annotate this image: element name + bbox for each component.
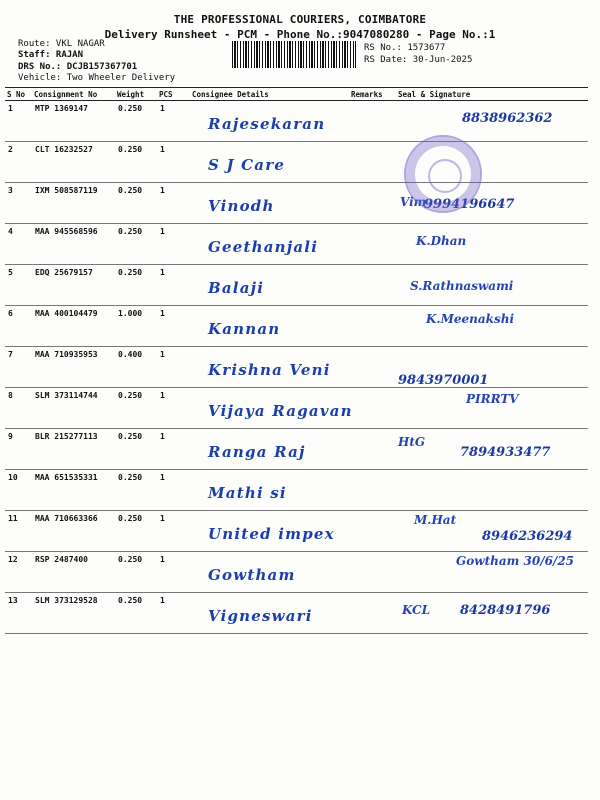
consignee-name: Mathi si [208,484,287,502]
row-pcs: 1 [157,265,190,306]
row-pcs: 1 [157,306,190,347]
drs-field: DRS No.: DCJB157367701 [18,62,138,72]
consignee-name: Vigneswari [208,607,313,625]
row-consignee-details [190,183,349,224]
col-header: Weight [115,88,157,101]
row-remarks [349,552,396,593]
row-sno: 3 [5,183,32,224]
receiver-phone: 9994196647 [424,197,515,212]
row-seal-signature [396,265,588,306]
row-weight: 0.250 [115,142,157,183]
row-weight: 0.250 [115,511,157,552]
row-consignment-no: SLM 373129528 [32,593,115,634]
col-header: Consignment No [32,88,115,101]
signature: M.Hat [414,513,457,527]
row-remarks [349,511,396,552]
receiver-phone: 8428491796 [460,603,551,618]
row-weight: 0.250 [115,552,157,593]
row-consignee-details [190,306,349,347]
consignee-name: Krishna Veni [208,361,331,379]
col-header: PCS [157,88,190,101]
row-pcs: 1 [157,101,190,142]
table-row [5,552,588,593]
col-header: Consignee Details [190,88,349,101]
row-consignment-no: MAA 651535331 [32,470,115,511]
signature: Gowtham 30/6/25 [456,554,575,568]
signature: Vim [400,195,427,209]
row-seal-signature [396,224,588,265]
table-row [5,347,588,388]
row-weight: 1.000 [115,306,157,347]
row-weight: 0.250 [115,224,157,265]
row-pcs: 1 [157,183,190,224]
row-consignee-details [190,470,349,511]
row-pcs: 1 [157,511,190,552]
table-row [5,593,588,634]
row-seal-signature [396,511,588,552]
row-consignment-no: EDQ 25679157 [32,265,115,306]
row-consignment-no: BLR 215277113 [32,429,115,470]
row-sno: 4 [5,224,32,265]
col-header: Seal & Signature [396,88,588,101]
row-consignment-no: RSP 2487400 [32,552,115,593]
signature: K.Dhan [416,234,467,248]
receiver-phone: 9843970001 [398,373,489,388]
row-remarks [349,101,396,142]
row-weight: 0.250 [115,593,157,634]
table-row [5,470,588,511]
row-seal-signature [396,552,588,593]
receiver-phone: 8838962362 [462,111,553,126]
row-seal-signature [396,429,588,470]
rs-date-field: RS Date: 30-Jun-2025 [364,55,473,65]
route-field: Route: VKL NAGAR [18,39,105,49]
row-seal-signature [396,101,588,142]
row-seal-signature [396,347,588,388]
table-row [5,306,588,347]
table-row [5,142,588,183]
consignee-name: S J Care [208,156,286,174]
row-remarks [349,593,396,634]
row-consignee-details [190,593,349,634]
table-row [5,101,588,142]
row-consignment-no: CLT 16232527 [32,142,115,183]
row-consignee-details [190,265,349,306]
row-sno: 2 [5,142,32,183]
consignee-name: Gowtham [208,566,296,584]
row-weight: 0.400 [115,347,157,388]
row-consignee-details [190,429,349,470]
document-subtitle: Delivery Runsheet - PCM - Phone No.:9047080280 - Page No.:1 [104,28,496,41]
seal-stamp [404,135,482,213]
rs-no-field: RS No.: 1573677 [364,43,446,53]
document-title: THE PROFESSIONAL COURIERS, COIMBATORE [173,13,427,26]
row-consignment-no: SLM 373114744 [32,388,115,429]
table-row [5,224,588,265]
signature: KCL [402,603,431,617]
table-header-row [5,88,588,101]
row-remarks [349,265,396,306]
row-pcs: 1 [157,552,190,593]
row-consignee-details [190,552,349,593]
row-consignee-details [190,224,349,265]
consignee-name: Kannan [208,320,281,338]
row-sno: 11 [5,511,32,552]
row-sno: 1 [5,101,32,142]
receiver-phone: 8946236294 [482,529,573,544]
row-sno: 6 [5,306,32,347]
consignee-name: United impex [208,525,335,543]
table-row [5,265,588,306]
row-pcs: 1 [157,429,190,470]
row-consignee-details [190,142,349,183]
table-row [5,183,588,224]
row-seal-signature [396,306,588,347]
row-pcs: 1 [157,388,190,429]
table-row [5,388,588,429]
table-row [5,429,588,470]
row-remarks [349,142,396,183]
row-weight: 0.250 [115,265,157,306]
row-weight: 0.250 [115,470,157,511]
consignee-name: Rajesekaran [208,115,326,133]
row-weight: 0.250 [115,183,157,224]
consignee-name: Vijaya Ragavan [208,402,353,420]
row-seal-signature [396,388,588,429]
signature: HtG [398,435,426,449]
consignee-name: Balaji [208,279,265,297]
row-sno: 13 [5,593,32,634]
table-row [5,511,588,552]
signature: S.Rathnaswami [410,279,514,293]
consignee-name: Vinodh [208,197,275,215]
row-pcs: 1 [157,470,190,511]
row-weight: 0.250 [115,101,157,142]
row-consignment-no: MAA 710935953 [32,347,115,388]
row-remarks [349,224,396,265]
row-remarks [349,388,396,429]
row-seal-signature [396,593,588,634]
row-sno: 7 [5,347,32,388]
row-remarks [349,470,396,511]
row-consignment-no: MTP 1369147 [32,101,115,142]
signature: PIRRTV [466,392,519,406]
row-sno: 5 [5,265,32,306]
row-pcs: 1 [157,593,190,634]
row-consignment-no: IXM 508587119 [32,183,115,224]
row-pcs: 1 [157,347,190,388]
row-pcs: 1 [157,142,190,183]
row-sno: 10 [5,470,32,511]
row-sno: 9 [5,429,32,470]
vehicle-field: Vehicle: Two Wheeler Delivery [18,73,176,83]
row-consignment-no: MAA 400104479 [32,306,115,347]
signature: K.Meenakshi [426,312,515,326]
barcode [232,41,356,68]
runsheet-table [5,87,588,634]
row-remarks [349,347,396,388]
row-consignee-details [190,511,349,552]
row-sno: 12 [5,552,32,593]
row-remarks [349,183,396,224]
row-remarks [349,306,396,347]
row-pcs: 1 [157,224,190,265]
consignee-name: Ranga Raj [208,443,306,461]
receiver-phone: 7894933477 [460,445,551,460]
row-weight: 0.250 [115,388,157,429]
consignee-name: Geethanjali [208,238,319,256]
col-header: S No [5,88,32,101]
row-weight: 0.250 [115,429,157,470]
row-seal-signature [396,470,588,511]
col-header: Remarks [349,88,396,101]
row-remarks [349,429,396,470]
row-sno: 8 [5,388,32,429]
row-consignment-no: MAA 710663366 [32,511,115,552]
row-consignee-details [190,347,349,388]
row-consignee-details [190,101,349,142]
row-consignee-details [190,388,353,429]
staff-field: Staff: RAJAN [18,50,84,60]
row-consignment-no: MAA 945568596 [32,224,115,265]
